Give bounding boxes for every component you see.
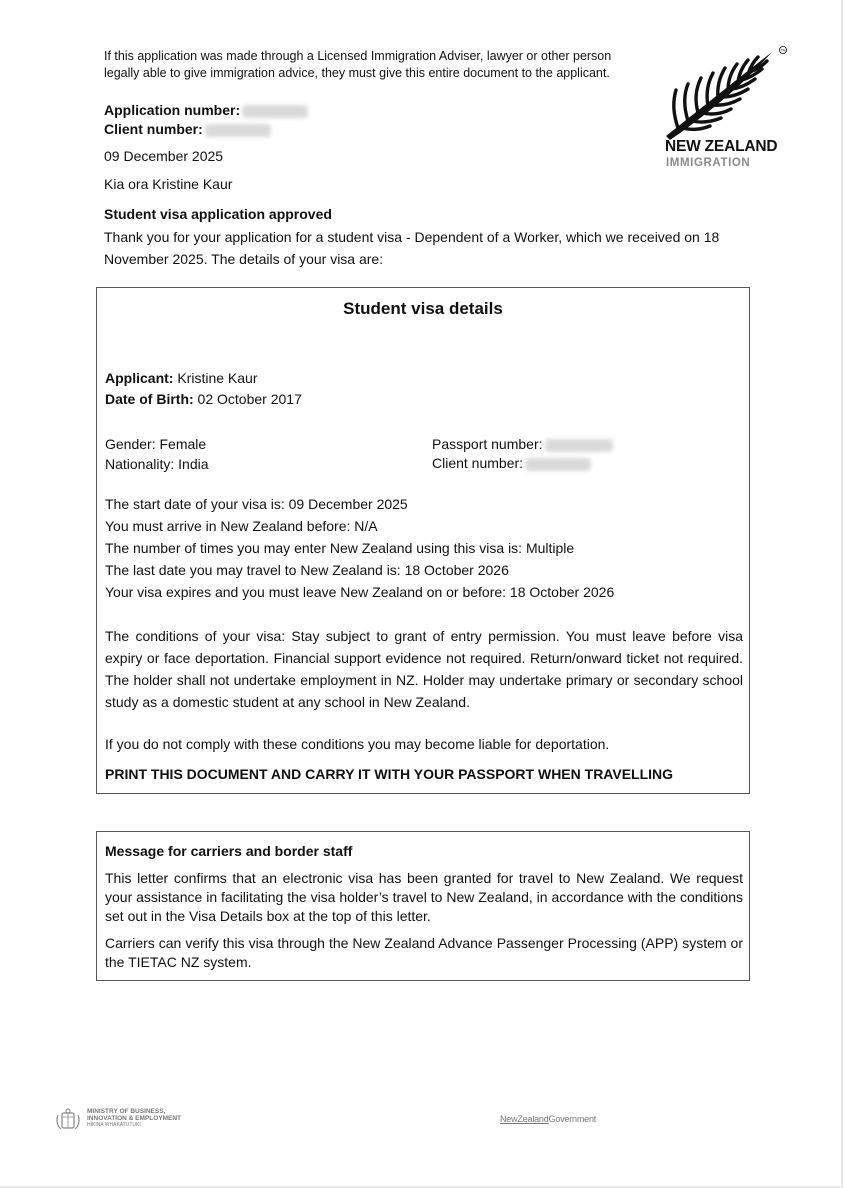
client-number: Client number: xyxy=(104,120,271,139)
carriers-heading: Message for carriers and border staff xyxy=(105,843,353,859)
visa-details-title: Student visa details xyxy=(343,299,503,318)
carriers-message-box xyxy=(96,831,750,981)
applicant-row: Applicant: Kristine Kaur xyxy=(105,370,258,386)
approval-heading: Student visa application approved xyxy=(104,206,332,222)
coat-of-arms-icon xyxy=(55,1107,81,1133)
comply-warning: If you do not comply with these conditions you may become liable for deportation. xyxy=(105,736,610,752)
visa-details-box xyxy=(96,287,750,794)
mbie-footer-logo xyxy=(55,1107,215,1133)
last-travel-date: The last date you may travel to New Zealand is: 18 October 2026 xyxy=(105,562,509,578)
nz-government-logo: NewZealandGovernment xyxy=(500,1114,597,1124)
application-number: Application number: xyxy=(104,101,308,120)
visa-conditions: The conditions of your visa: Stay subject to grant of entry permission. You must leave before visa expiry or face deportation. Financial support evidence not required. Return/onward ticket not required. The holder shall not undertake employment in NZ. Holder may undertake primary or secondary school study as a domestic student at any school in New Zealand. xyxy=(105,628,743,710)
passport-number: Passport number: xyxy=(432,435,613,454)
carriers-para-1: This letter confirms that an electronic visa has been granted for travel to New Zealand. We request your assistance in facilitating the visa holder’s travel to New Zealand, in accordance with the conditions set out in the Visa Details box at the top of this letter. xyxy=(105,870,743,924)
trademark-symbol: TM xyxy=(780,48,786,53)
logo-immigration: IMMIGRATION xyxy=(666,157,751,169)
redacted-application-number xyxy=(242,105,308,118)
adviser-notice: If this application was made through a Licensed Immigration Adviser, lawyer or other person legally able to give immigration advice, they must give this entire document to the applicant. xyxy=(104,49,612,80)
visa-expiry: Your visa expires and you must leave New Zealand on or before: 18 October 2026 xyxy=(105,584,615,600)
letter-date: 09 December 2025 xyxy=(104,148,224,164)
carriers-para-2: Carriers can verify this visa through the New Zealand Advance Passenger Processing (APP) system or the TIETAC NZ system. xyxy=(105,935,743,970)
redacted-passport-number xyxy=(545,439,613,452)
dob-row: Date of Birth: 02 October 2017 xyxy=(105,391,302,407)
nationality: Nationality: India xyxy=(105,456,209,472)
logo-new-zealand: NEW ZEALAND xyxy=(665,138,778,155)
gender: Gender: Female xyxy=(105,436,207,452)
arrive-before: You must arrive in New Zealand before: N/A xyxy=(105,518,378,534)
redacted-client-number xyxy=(205,124,271,137)
entries-allowed: The number of times you may enter New Zealand using this visa is: Multiple xyxy=(105,540,575,556)
mbie-line-3: HĪKINA WHAKATUTUKI xyxy=(87,1122,141,1128)
redacted-box-client-number xyxy=(525,458,591,471)
greeting: Kia ora Kristine Kaur xyxy=(104,176,233,192)
print-notice: PRINT THIS DOCUMENT AND CARRY IT WITH YOUR PASSPORT WHEN TRAVELLING xyxy=(105,766,674,782)
visa-start-date: The start date of your visa is: 09 December 2025 xyxy=(105,496,408,512)
mbie-line-2: INNOVATION & EMPLOYMENT xyxy=(87,1115,182,1122)
box-client-number: Client number: xyxy=(432,454,591,473)
mbie-line-1: MINISTRY OF BUSINESS, xyxy=(87,1108,166,1115)
approval-body: Thank you for your application for a student visa - Dependent of a Worker, which we received on 18 November 2025. The details of your visa are: xyxy=(104,229,720,267)
